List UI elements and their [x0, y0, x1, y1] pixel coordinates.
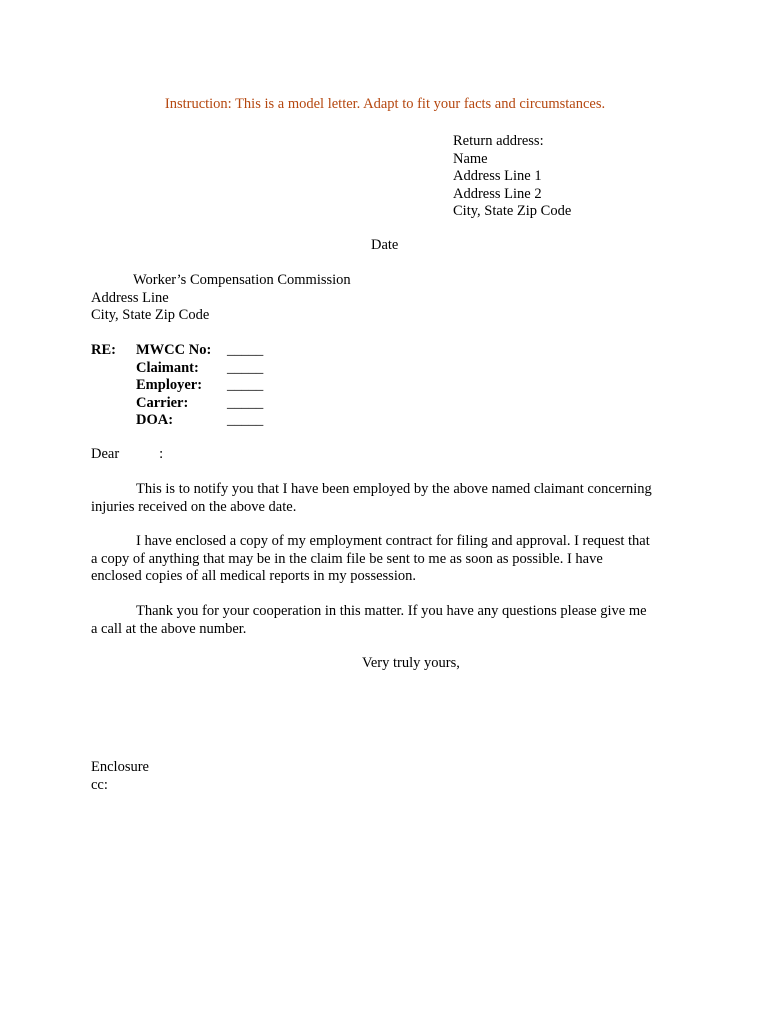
re-field-blank: _____ — [227, 359, 264, 376]
return-address-heading: Return address: — [453, 133, 544, 149]
re-block — [91, 342, 267, 430]
return-address-block — [453, 133, 571, 221]
body-paragraph-1 — [91, 481, 691, 516]
salutation — [91, 446, 163, 464]
return-address-line-1: Address Line 1 — [453, 168, 542, 184]
closing: Very truly yours, — [362, 655, 460, 671]
return-address-line-2: Address Line 2 — [453, 185, 542, 202]
re-row — [91, 360, 267, 378]
recipient-city: City, State Zip Code — [91, 307, 210, 323]
re-field-blank: _____ — [227, 394, 264, 411]
re-field-label: Employer: — [136, 377, 203, 393]
paragraph-line: I have enclosed a copy of my employment contract for filing and approval. I request that — [136, 533, 650, 549]
instruction-note: Instruction: This is a model letter. Adapt to fit your facts and circumstances. — [164, 96, 606, 112]
re-field-label: Claimant: — [136, 359, 199, 376]
return-address-name: Name — [453, 150, 488, 167]
letter-date: Date — [371, 237, 399, 253]
re-field-blank: _____ — [227, 377, 264, 393]
re-row — [91, 377, 267, 395]
recipient-block — [91, 272, 351, 325]
re-row — [91, 342, 267, 360]
body-paragraph-3 — [91, 603, 691, 638]
re-field-label: DOA: — [136, 412, 174, 428]
salutation-colon: : — [159, 446, 164, 462]
recipient-address: Address Line — [91, 289, 169, 306]
paragraph-line: This is to notify you that I have been employed by the above named claimant concerning — [136, 481, 652, 497]
re-field-label: Carrier: — [136, 394, 189, 411]
paragraph-line: Thank you for your cooperation in this matter. If you have any questions please give me — [136, 603, 647, 619]
enclosure-label: Enclosure — [91, 759, 149, 775]
re-row — [91, 395, 267, 413]
return-address-city: City, State Zip Code — [453, 203, 572, 219]
paragraph-line: injuries received on the above date. — [91, 498, 297, 515]
paragraph-line: enclosed copies of all medical reports in my possession. — [91, 568, 416, 584]
re-field-label: MWCC No: — [136, 342, 212, 358]
re-field-blank: _____ — [227, 342, 264, 358]
paragraph-line: a call at the above number. — [91, 620, 247, 637]
re-label: RE: — [91, 342, 116, 358]
salutation-greeting: Dear — [91, 446, 120, 462]
re-field-blank: _____ — [227, 412, 264, 428]
enclosure-block — [91, 759, 149, 794]
body-paragraph-2 — [91, 533, 691, 586]
cc-label: cc: — [91, 776, 108, 793]
paragraph-line: a copy of anything that may be in the claim file be sent to me as soon as possible. I have — [91, 550, 603, 567]
re-row — [91, 412, 267, 430]
recipient-name: Worker’s Compensation Commission — [133, 272, 351, 288]
